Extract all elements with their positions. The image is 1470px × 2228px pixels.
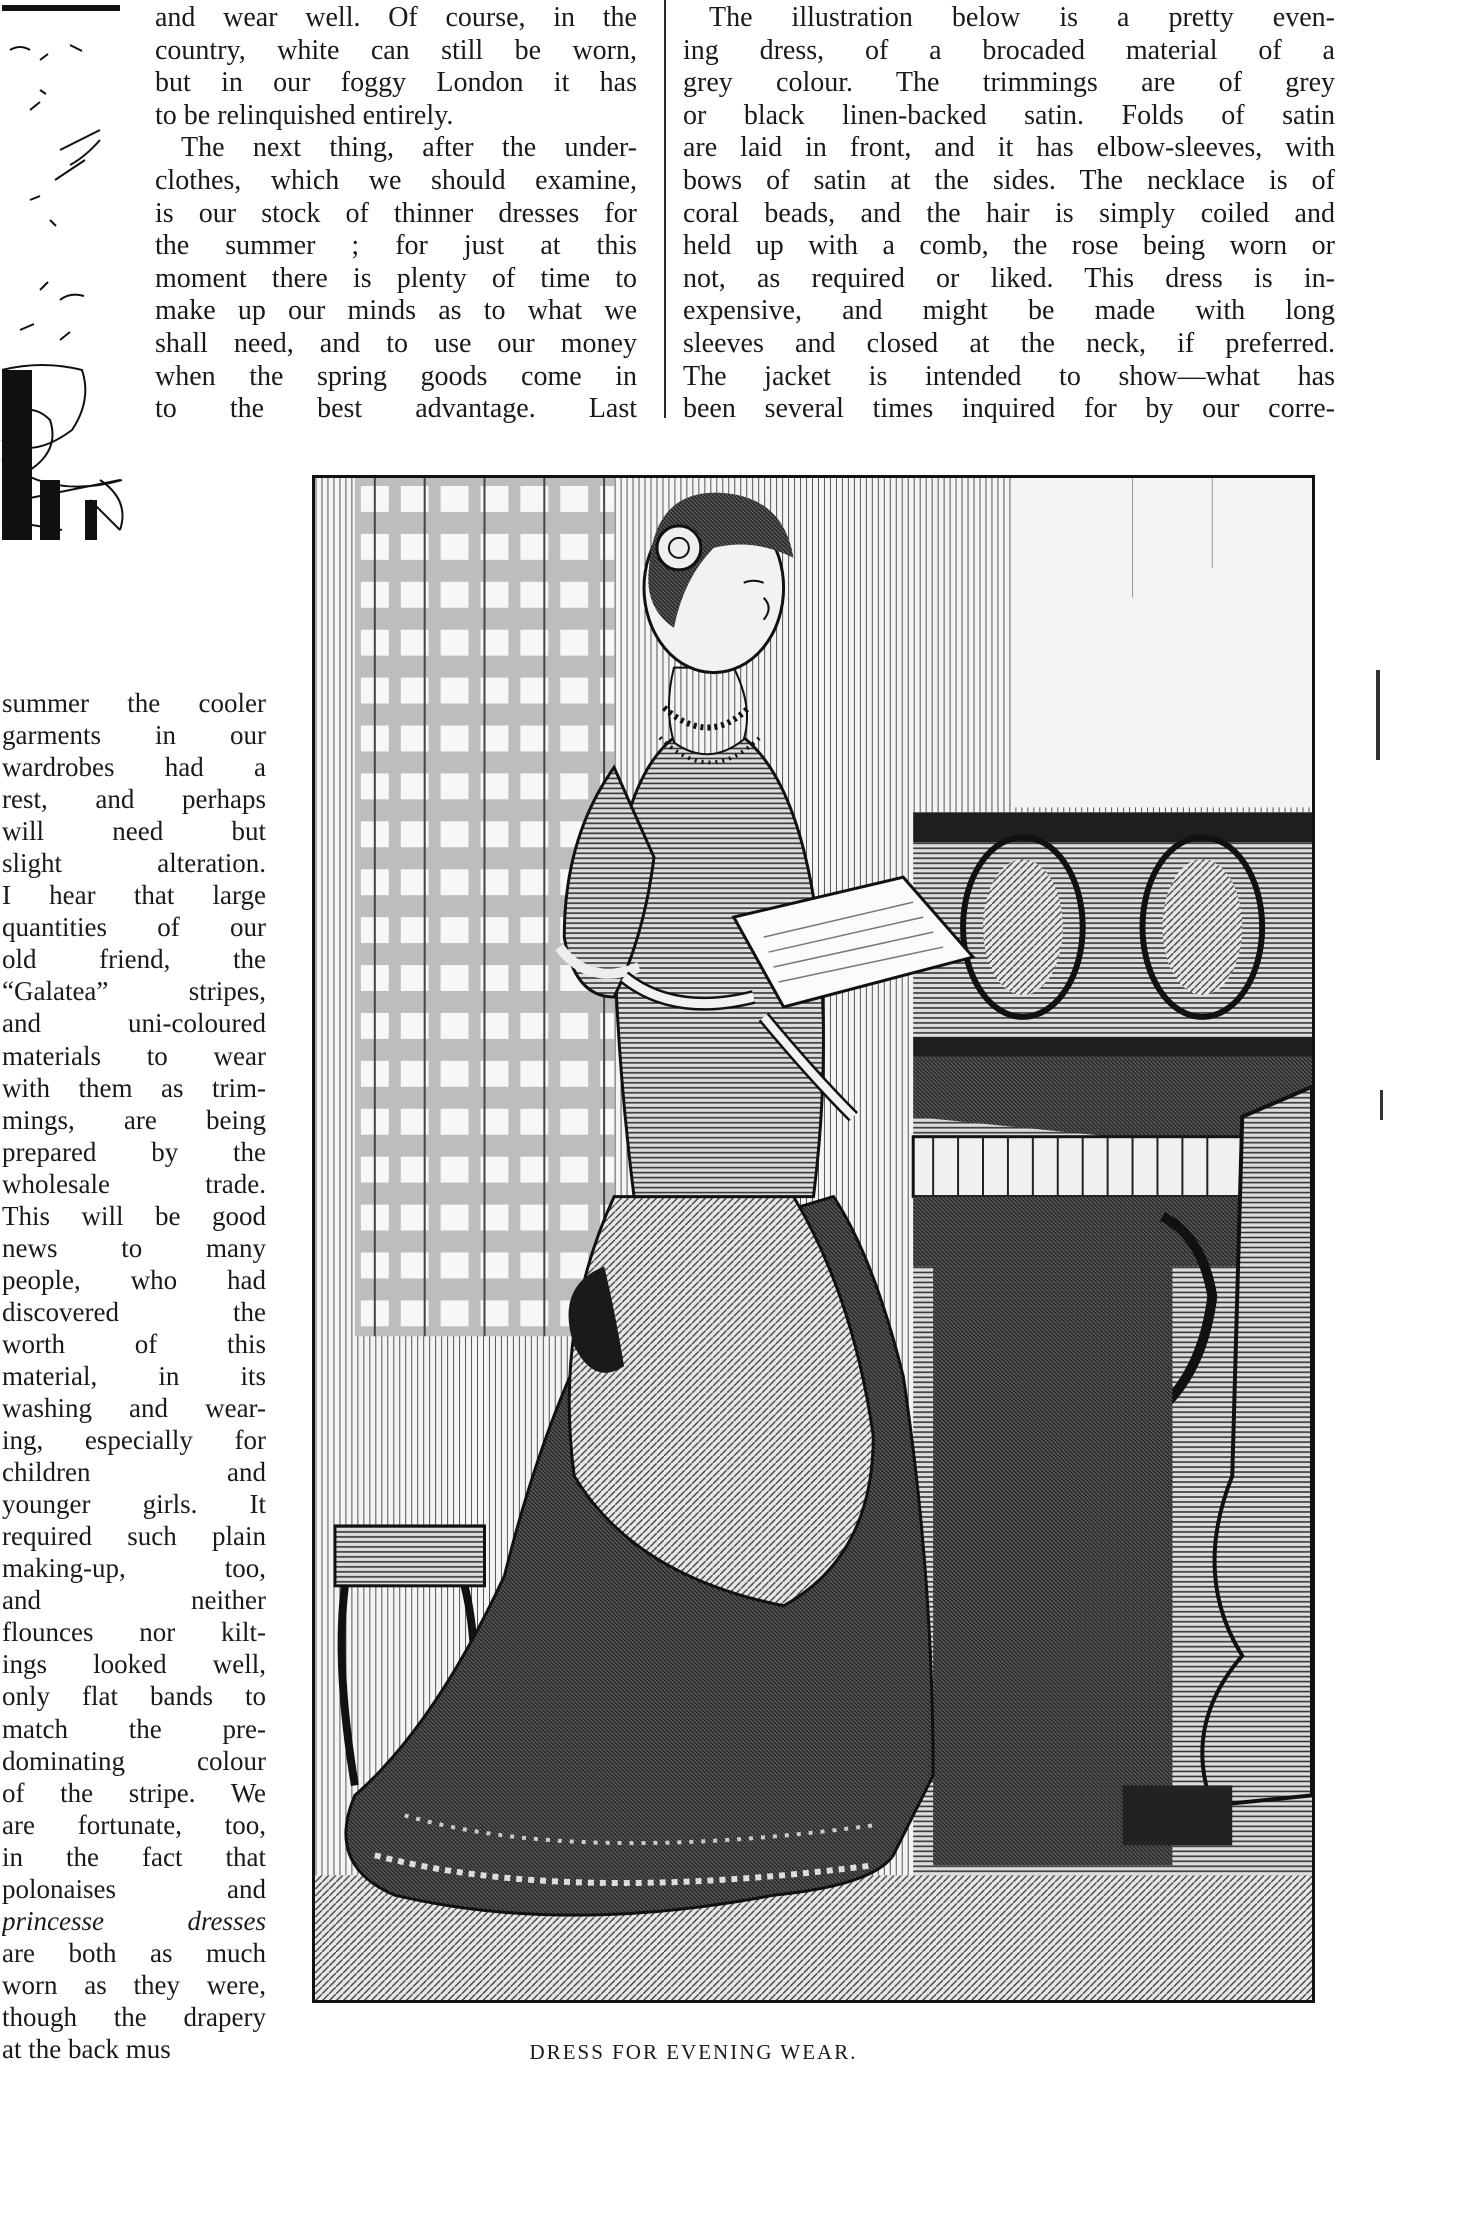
text-line: I hear that large <box>2 880 266 911</box>
text-line: mings, are being <box>2 1104 266 1135</box>
text-line: summer the cooler <box>2 688 266 718</box>
text-line: and neither <box>2 1585 266 1616</box>
article-column-top-right <box>683 2 1335 426</box>
text-line: The illustration below is a pretty even- <box>709 2 1335 33</box>
illustration-caption <box>312 2040 1315 2065</box>
text-line: making-up, too, <box>2 1553 266 1584</box>
text-line: clothes, which we should examine, <box>155 164 637 196</box>
text-line: sleeves and closed at the neck, if preferred. <box>683 327 1335 359</box>
text-line: dominating colour <box>2 1745 266 1776</box>
text-line: discovered the <box>2 1296 266 1327</box>
text-line: shall need, and to use our money <box>155 327 637 359</box>
text-line: are both as much <box>2 1937 266 1968</box>
text-line: in the fact that <box>2 1841 266 1872</box>
article-column-top-left <box>155 2 637 426</box>
text-line: or black linen-backed satin. Folds of satin <box>683 99 1335 131</box>
text-line: materials to wear <box>2 1040 266 1071</box>
text-line: wardrobes had a <box>2 752 266 783</box>
text-line: worn as they were, <box>2 1969 266 2000</box>
text-line: at the back mus <box>2 2033 171 2064</box>
text-line: of the stripe. We <box>2 1777 266 1808</box>
text-line: but in our foggy London it has <box>155 67 637 99</box>
text-line: and uni-coloured <box>2 1008 266 1039</box>
text-line: will need but <box>2 816 266 847</box>
text-line: This will be good <box>2 1200 266 1231</box>
evening-dress-engraving <box>312 475 1315 2003</box>
text-line: The jacket is intended to show—what has <box>683 360 1335 392</box>
text-line: to the best advantage. Last <box>155 393 637 425</box>
text-line: to be relinquished entirely. <box>155 99 454 131</box>
text-line: bows of satin at the sides. The necklace is of <box>683 164 1335 196</box>
text-line: are fortunate, too, <box>2 1809 266 1840</box>
text-line: held up with a comb, the rose being worn or <box>683 230 1335 262</box>
text-line: children and <box>2 1457 266 1488</box>
text-line: coral beads, and the hair is simply coiled and <box>683 197 1335 229</box>
text-line: expensive, and might be made with long <box>683 295 1335 327</box>
text-line: with them as trim- <box>2 1072 266 1103</box>
text-line: news to many <box>2 1232 266 1263</box>
text-line: the summer ; for just at this <box>155 230 637 262</box>
text-line: washing and wear- <box>2 1393 266 1424</box>
text-line: rest, and perhaps <box>2 784 266 815</box>
text-line: princesse dresses <box>2 1905 266 1936</box>
text-line: and wear well. Of course, in the <box>155 2 637 33</box>
illustration-caption-text: DRESS FOR EVENING WEAR. <box>529 2040 858 2064</box>
text-line: garments in our <box>2 720 266 751</box>
text-line: required such plain <box>2 1521 266 1552</box>
text-line: polonaises and <box>2 1873 266 1904</box>
text-line: when the spring goods come in <box>155 360 637 392</box>
text-line: “Galatea” stripes, <box>2 976 266 1007</box>
text-line: only flat bands to <box>2 1681 266 1712</box>
corner-engraving-fragment <box>0 0 140 545</box>
text-line: ing, especially for <box>2 1425 266 1456</box>
text-line: slight alteration. <box>2 848 266 879</box>
text-line: is our stock of thinner dresses for <box>155 197 637 229</box>
text-line: prepared by the <box>2 1136 266 1167</box>
text-line: The next thing, after the under- <box>181 132 637 164</box>
article-column-narrow <box>2 687 266 2065</box>
text-line: match the pre- <box>2 1713 266 1744</box>
text-line: worth of this <box>2 1328 266 1359</box>
print-speck <box>1380 1090 1383 1120</box>
engraving-drawing <box>315 478 1312 2000</box>
text-line: been several times inquired for by our corre- <box>683 393 1335 425</box>
column-divider <box>664 0 666 418</box>
text-line: ing dress, of a brocaded material of a <box>683 34 1335 66</box>
text-line: material, in its <box>2 1360 266 1391</box>
text-line: quantities of our <box>2 912 266 943</box>
text-line: country, white can still be worn, <box>155 34 637 66</box>
print-speck <box>1376 670 1380 760</box>
text-line: not, as required or liked. This dress is in- <box>683 262 1335 294</box>
text-line: people, who had <box>2 1264 266 1295</box>
text-line: moment there is plenty of time to <box>155 262 637 294</box>
text-line: though the drapery <box>2 2001 266 2032</box>
text-line: grey colour. The trimmings are of grey <box>683 67 1335 99</box>
text-line: old friend, the <box>2 944 266 975</box>
text-line: make up our minds as to what we <box>155 295 637 327</box>
text-line: are laid in front, and it has elbow-sleeves, with <box>683 132 1335 164</box>
text-line: younger girls. It <box>2 1489 266 1520</box>
text-line: flounces nor kilt- <box>2 1617 266 1648</box>
text-line: wholesale trade. <box>2 1168 266 1199</box>
text-line: ings looked well, <box>2 1649 266 1680</box>
